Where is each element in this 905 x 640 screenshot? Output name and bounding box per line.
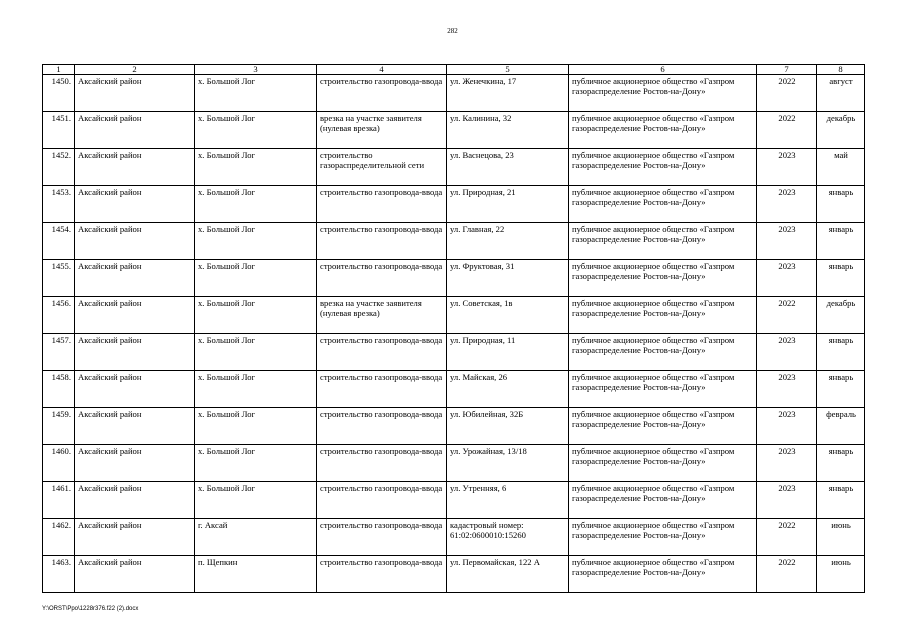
organization-cell: публичное акционерное общество «Газпром газораспределение Ростов-на-Дону» bbox=[569, 297, 757, 334]
district-cell: Аксайский район bbox=[75, 408, 195, 445]
work-type-cell: строительство газопровода-ввода bbox=[317, 260, 447, 297]
organization-cell: публичное акционерное общество «Газпром газораспределение Ростов-на-Дону» bbox=[569, 482, 757, 519]
work-type-cell: строительство газораспределительной сети bbox=[317, 149, 447, 186]
address-cell: ул. Первомайская, 122 А bbox=[447, 556, 569, 593]
address-cell: ул. Урожайная, 13/18 bbox=[447, 445, 569, 482]
locality-cell: х. Большой Лог bbox=[195, 149, 317, 186]
row-number: 1453. bbox=[43, 186, 75, 223]
address-cell: ул. Фруктовая, 31 bbox=[447, 260, 569, 297]
locality-cell: х. Большой Лог bbox=[195, 112, 317, 149]
work-type-cell: строительство газопровода-ввода bbox=[317, 186, 447, 223]
work-type-cell: строительство газопровода-ввода bbox=[317, 408, 447, 445]
row-number: 1452. bbox=[43, 149, 75, 186]
row-number: 1451. bbox=[43, 112, 75, 149]
year-cell: 2023 bbox=[757, 260, 817, 297]
month-cell: январь bbox=[817, 482, 865, 519]
address-cell: ул. Майская, 26 bbox=[447, 371, 569, 408]
district-cell: Аксайский район bbox=[75, 445, 195, 482]
row-number: 1459. bbox=[43, 408, 75, 445]
year-cell: 2022 bbox=[757, 75, 817, 112]
month-cell: февраль bbox=[817, 408, 865, 445]
organization-cell: публичное акционерное общество «Газпром газораспределение Ростов-на-Дону» bbox=[569, 223, 757, 260]
month-cell: май bbox=[817, 149, 865, 186]
table-row bbox=[43, 482, 865, 519]
column-header: 2 bbox=[75, 65, 195, 75]
row-number: 1454. bbox=[43, 223, 75, 260]
file-path-footer: Y:\ORST\Ppo\1228r376.f22 (2).docx bbox=[42, 606, 139, 612]
work-type-cell: строительство газопровода-ввода bbox=[317, 371, 447, 408]
work-type-cell: строительство газопровода-ввода bbox=[317, 556, 447, 593]
organization-cell: публичное акционерное общество «Газпром газораспределение Ростов-на-Дону» bbox=[569, 112, 757, 149]
work-type-cell: строительство газопровода-ввода bbox=[317, 223, 447, 260]
locality-cell: х. Большой Лог bbox=[195, 445, 317, 482]
locality-cell: х. Большой Лог bbox=[195, 297, 317, 334]
table-row bbox=[43, 260, 865, 297]
year-cell: 2023 bbox=[757, 186, 817, 223]
row-number: 1461. bbox=[43, 482, 75, 519]
district-cell: Аксайский район bbox=[75, 186, 195, 223]
month-cell: январь bbox=[817, 223, 865, 260]
row-number: 1450. bbox=[43, 75, 75, 112]
month-cell: август bbox=[817, 75, 865, 112]
address-cell: ул. Васнецова, 23 bbox=[447, 149, 569, 186]
organization-cell: публичное акционерное общество «Газпром газораспределение Ростов-на-Дону» bbox=[569, 149, 757, 186]
year-cell: 2023 bbox=[757, 223, 817, 260]
column-header: 7 bbox=[757, 65, 817, 75]
year-cell: 2023 bbox=[757, 445, 817, 482]
table-row bbox=[43, 186, 865, 223]
district-cell: Аксайский район bbox=[75, 482, 195, 519]
month-cell: декабрь bbox=[817, 112, 865, 149]
column-number-row bbox=[43, 65, 865, 75]
address-cell: кадастровый номер: 61:02:0600010:15260 bbox=[447, 519, 569, 556]
column-header: 1 bbox=[43, 65, 75, 75]
district-cell: Аксайский район bbox=[75, 149, 195, 186]
locality-cell: п. Щепкин bbox=[195, 556, 317, 593]
locality-cell: х. Большой Лог bbox=[195, 371, 317, 408]
year-cell: 2022 bbox=[757, 297, 817, 334]
year-cell: 2023 bbox=[757, 408, 817, 445]
organization-cell: публичное акционерное общество «Газпром газораспределение Ростов-на-Дону» bbox=[569, 334, 757, 371]
month-cell: январь bbox=[817, 260, 865, 297]
work-type-cell: врезка на участке заявителя (нулевая врезка) bbox=[317, 112, 447, 149]
work-type-cell: строительство газопровода-ввода bbox=[317, 482, 447, 519]
year-cell: 2022 bbox=[757, 112, 817, 149]
month-cell: январь bbox=[817, 186, 865, 223]
district-cell: Аксайский район bbox=[75, 334, 195, 371]
address-cell: ул. Калинина, 32 bbox=[447, 112, 569, 149]
locality-cell: г. Аксай bbox=[195, 519, 317, 556]
month-cell: декабрь bbox=[817, 297, 865, 334]
district-cell: Аксайский район bbox=[75, 112, 195, 149]
year-cell: 2023 bbox=[757, 149, 817, 186]
table-row bbox=[43, 297, 865, 334]
work-type-cell: врезка на участке заявителя (нулевая врезка) bbox=[317, 297, 447, 334]
month-cell: июнь bbox=[817, 556, 865, 593]
locality-cell: х. Большой Лог bbox=[195, 334, 317, 371]
row-number: 1455. bbox=[43, 260, 75, 297]
year-cell: 2022 bbox=[757, 519, 817, 556]
organization-cell: публичное акционерное общество «Газпром газораспределение Ростов-на-Дону» bbox=[569, 519, 757, 556]
table-row bbox=[43, 334, 865, 371]
address-cell: ул. Природная, 21 bbox=[447, 186, 569, 223]
year-cell: 2022 bbox=[757, 556, 817, 593]
year-cell: 2023 bbox=[757, 334, 817, 371]
address-cell: ул. Главная, 22 bbox=[447, 223, 569, 260]
organization-cell: публичное акционерное общество «Газпром газораспределение Ростов-на-Дону» bbox=[569, 186, 757, 223]
district-cell: Аксайский район bbox=[75, 297, 195, 334]
locality-cell: х. Большой Лог bbox=[195, 223, 317, 260]
work-type-cell: строительство газопровода-ввода bbox=[317, 445, 447, 482]
district-cell: Аксайский район bbox=[75, 75, 195, 112]
table-row bbox=[43, 75, 865, 112]
organization-cell: публичное акционерное общество «Газпром газораспределение Ростов-на-Дону» bbox=[569, 556, 757, 593]
table-row bbox=[43, 519, 865, 556]
month-cell: январь bbox=[817, 334, 865, 371]
table-row bbox=[43, 149, 865, 186]
work-type-cell: строительство газопровода-ввода bbox=[317, 75, 447, 112]
page-number: 282 bbox=[447, 27, 458, 35]
year-cell: 2023 bbox=[757, 371, 817, 408]
address-cell: ул. Женечкина, 17 bbox=[447, 75, 569, 112]
month-cell: январь bbox=[817, 445, 865, 482]
column-header: 3 bbox=[195, 65, 317, 75]
table-row bbox=[43, 556, 865, 593]
work-type-cell: строительство газопровода-ввода bbox=[317, 334, 447, 371]
row-number: 1458. bbox=[43, 371, 75, 408]
table-row bbox=[43, 112, 865, 149]
district-cell: Аксайский район bbox=[75, 519, 195, 556]
address-cell: ул. Утренняя, 6 bbox=[447, 482, 569, 519]
table-row bbox=[43, 408, 865, 445]
address-cell: ул. Советская, 1в bbox=[447, 297, 569, 334]
column-header: 4 bbox=[317, 65, 447, 75]
locality-cell: х. Большой Лог bbox=[195, 482, 317, 519]
district-cell: Аксайский район bbox=[75, 260, 195, 297]
organization-cell: публичное акционерное общество «Газпром газораспределение Ростов-на-Дону» bbox=[569, 260, 757, 297]
district-cell: Аксайский район bbox=[75, 223, 195, 260]
table-row bbox=[43, 223, 865, 260]
row-number: 1456. bbox=[43, 297, 75, 334]
table-row bbox=[43, 445, 865, 482]
row-number: 1460. bbox=[43, 445, 75, 482]
organization-cell: публичное акционерное общество «Газпром газораспределение Ростов-на-Дону» bbox=[569, 371, 757, 408]
row-number: 1462. bbox=[43, 519, 75, 556]
year-cell: 2023 bbox=[757, 482, 817, 519]
district-cell: Аксайский район bbox=[75, 371, 195, 408]
row-number: 1463. bbox=[43, 556, 75, 593]
organization-cell: публичное акционерное общество «Газпром газораспределение Ростов-на-Дону» bbox=[569, 408, 757, 445]
month-cell: январь bbox=[817, 371, 865, 408]
locality-cell: х. Большой Лог bbox=[195, 408, 317, 445]
locality-cell: х. Большой Лог bbox=[195, 75, 317, 112]
organization-cell: публичное акционерное общество «Газпром газораспределение Ростов-на-Дону» bbox=[569, 445, 757, 482]
gasification-table bbox=[42, 64, 865, 593]
table-row bbox=[43, 371, 865, 408]
column-header: 6 bbox=[569, 65, 757, 75]
column-header: 8 bbox=[817, 65, 865, 75]
column-header: 5 bbox=[447, 65, 569, 75]
district-cell: Аксайский район bbox=[75, 556, 195, 593]
address-cell: ул. Юбилейная, 32Б bbox=[447, 408, 569, 445]
address-cell: ул. Природная, 11 bbox=[447, 334, 569, 371]
organization-cell: публичное акционерное общество «Газпром газораспределение Ростов-на-Дону» bbox=[569, 75, 757, 112]
month-cell: июнь bbox=[817, 519, 865, 556]
row-number: 1457. bbox=[43, 334, 75, 371]
work-type-cell: строительство газопровода-ввода bbox=[317, 519, 447, 556]
locality-cell: х. Большой Лог bbox=[195, 260, 317, 297]
locality-cell: х. Большой Лог bbox=[195, 186, 317, 223]
